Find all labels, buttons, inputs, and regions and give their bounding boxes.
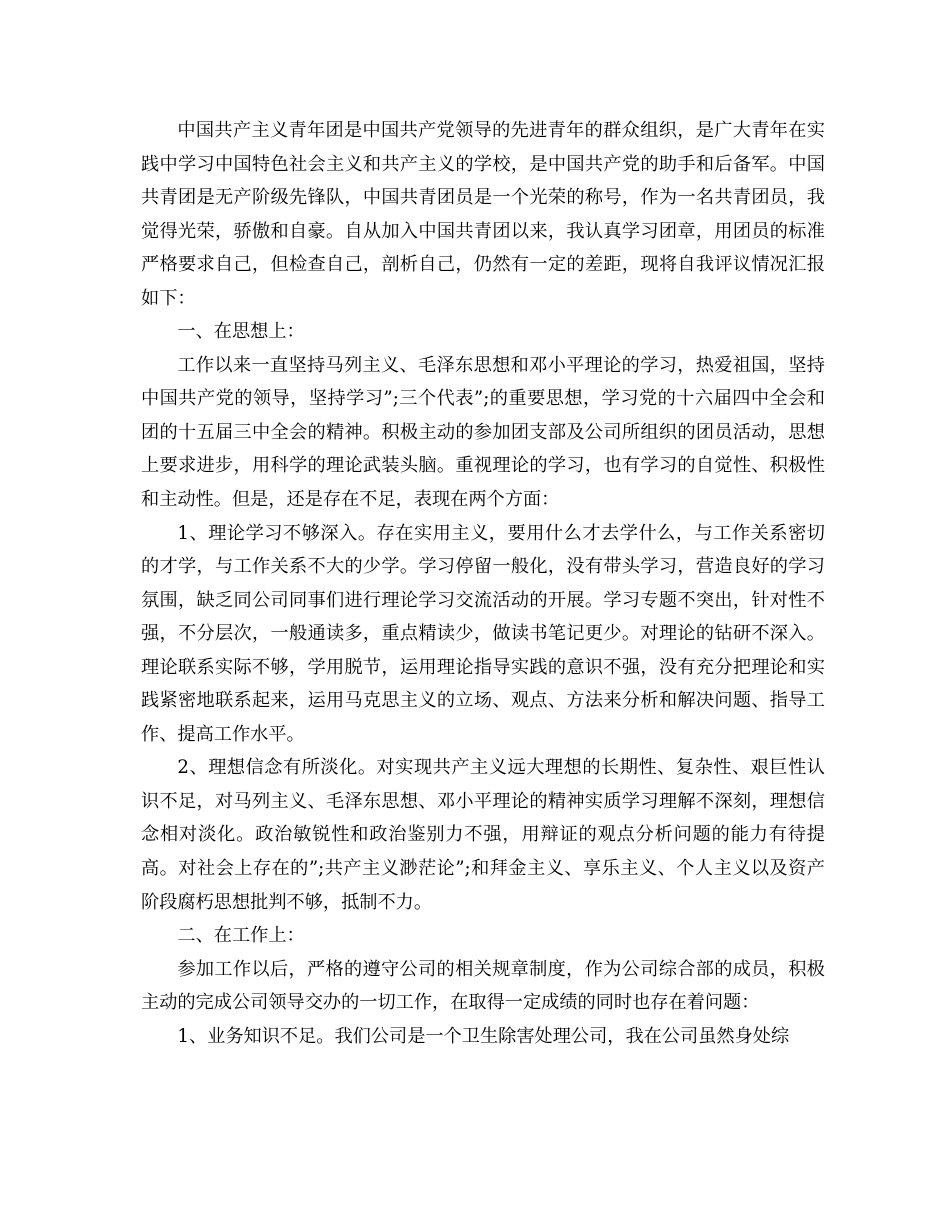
section-heading-thought: 一、在思想上：	[177, 321, 305, 343]
ideals-paragraph: 2、理想信念有所淡化。对实现共产主义远大理想的长期性、复杂性、艰巨性认识不足，对马列主义、毛泽东思想、邓小平理论的精神实质学习理解不深刻，理想信念相对淡化。政治敏锐性和政治鉴别力不强，用辩证的观点分析问题的能力有待提高。对社会上存在的”;共产主义渺茫论”;和拜金主义、享乐主义、个人主义以及资产阶段腐朽思想批判不够，抵制不力。	[141, 757, 825, 913]
business-knowledge-paragraph: 1、业务知识不足。我们公司是一个卫生除害处理公司，我在公司虽然身处综	[177, 1025, 790, 1047]
section-heading-work: 二、在工作上：	[177, 925, 305, 947]
work-paragraph: 参加工作以后，严格的遵守公司的相关规章制度，作为公司综合部的成员，积极主动的完成公司领导交办的一切工作，在取得一定成绩的同时也存在着问题：	[141, 958, 825, 1014]
thought-paragraph: 工作以来一直坚持马列主义、毛泽东思想和邓小平理论的学习，热爱祖国，坚持中国共产党的领导，坚持学习”;三个代表”;的重要思想，学习党的十六届四中全会和团的十五届三中全会的精神。积极主动的参加团支部及公司所组织的团员活动，思想上要求进步，用科学的理论武装头脑。重视理论的学习，也有学习的自觉性、积极性和主动性。但是，还是存在不足，表现在两个方面：	[141, 354, 825, 511]
intro-paragraph: 中国共产主义青年团是中国共产党领导的先进青年的群众组织，是广大青年在实践中学习中国特色社会主义和共产主义的学校，是中国共产党的助手和后备军。中国共青团是无产阶级先锋队，中国共青团员是一个光荣的称号，作为一名共青团员，我觉得光荣，骄傲和自豪。自从加入中国共青团以来，我认真学习团章，用团员的标准严格要求自己，但检查自己，剖析自己，仍然有一定的差距，现将自我评议情况汇报如下：	[141, 120, 825, 309]
document-page	[141, 114, 825, 1053]
theory-study-paragraph: 1、理论学习不够深入。存在实用主义，要用什么才去学什么，与工作关系密切的才学，与工作关系不大的少学。学习停留一般化，没有带头学习，营造良好的学习氛围，缺乏同公司同事们进行理论学习交流活动的开展。学习专题不突出，针对性不强，不分层次，一般通读多，重点精读少，做读书笔记更少。对理论的钻研不深入。理论联系实际不够，学用脱节，运用理论指导实践的意识不强，没有充分把理论和实践紧密地联系起来，运用马克思主义的立场、观点、方法来分析和解决问题、指导工作、提高工作水平。	[141, 522, 825, 745]
